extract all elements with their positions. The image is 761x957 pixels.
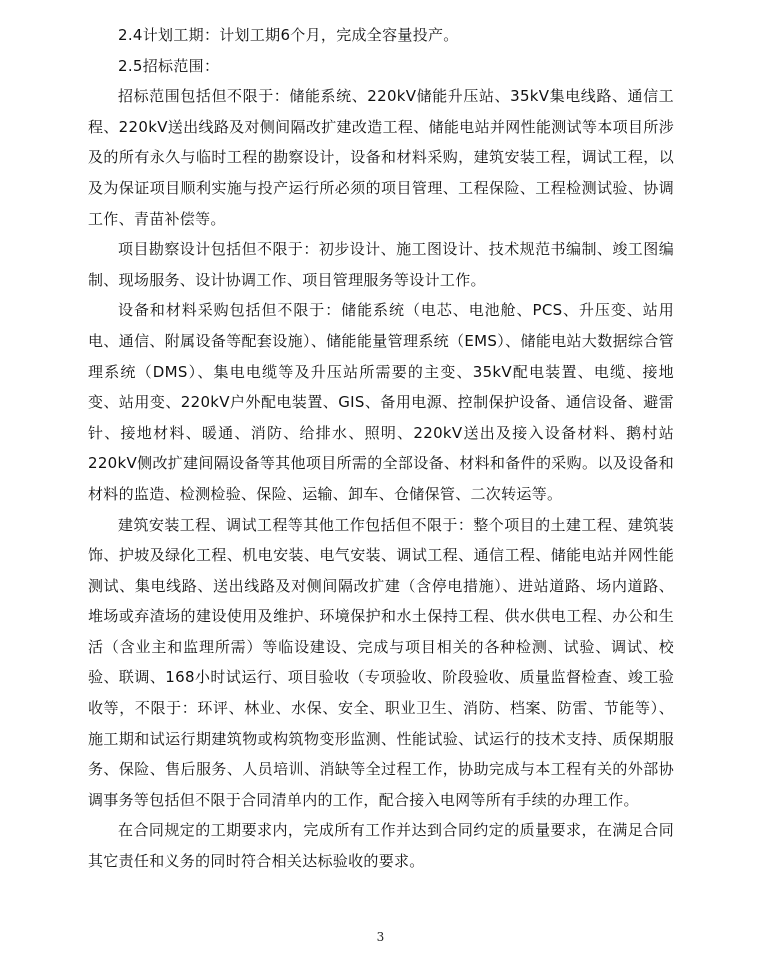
paragraph-equipment-procurement: 设备和材料采购包括但不限于：储能系统（电芯、电池舱、PCS、升压变、站用电、通信、附属设备等配套设施）、储能能量管理系统（EMS）、储能电站大数据综合管理系统（DMS）、集电电缆等及升压站所需要的主变、35kV配电装置、电缆、接地变、站用变、220kV户外配电装置、GIS、备用电源、控制保护设备、通信设备、避雷针、接地材料、暖通、消防、给排水、照明、220kV送出及接入设备材料、鹅村站220kV侧改扩建间隔设备等其他项目所需的全部设备、材料和备件的采购。以及设备和材料的监造、检测检验、保险、运输、卸车、仓储保管、二次转运等。 xyxy=(88,301,674,503)
section-2-4-schedule: 2.4计划工期：计划工期6个月，完成全容量投产。 xyxy=(118,26,459,44)
paragraph-bidding-scope: 招标范围包括但不限于：储能系统、220kV储能升压站、35kV集电线路、通信工程、220kV送出线路及对侧间隔改扩建改造工程、储能电站并网性能测试等本项目所涉及的所有永久与临时工程的勘察设计，设备和材料采购，建筑安装工程，调试工程，以及为保证项目顺利实施与投产运行所必须的项目管理、工程保险、工程检测试验、协调工作、青苗补偿等。 xyxy=(88,87,674,228)
paragraph-survey-design: 项目勘察设计包括但不限于：初步设计、施工图设计、技术规范书编制、竣工图编制、现场服务、设计协调工作、项目管理服务等设计工作。 xyxy=(88,240,674,289)
paragraph-quality-requirement: 在合同规定的工期要求内，完成所有工作并达到合同约定的质量要求，在满足合同其它责任和义务的同时符合相关达标验收的要求。 xyxy=(88,821,674,871)
page-number: 3 xyxy=(376,930,385,944)
document-body xyxy=(88,20,674,877)
section-2-5-heading: 2.5招标范围： xyxy=(118,56,220,75)
paragraph-construction-installation: 建筑安装工程、调试工程等其他工作包括但不限于：整个项目的土建工程、建筑装饰、护坡及绿化工程、机电安装、电气安装、调试工程、通信工程、储能电站并网性能测试、集电线路、送出线路及对侧间隔改扩建（含停电措施）、进站道路、场内道路、堆场或弃渣场的建设使用及维护、环境保护和水土保持工程、供水供电工程、办公和生活（含业主和监理所需）等临设建设、完成与项目相关的各种检测、试验、调试、校验、联调、168小时试运行、项目验收（专项验收、阶段验收、质量监督检查、竣工验收等，不限于：环评、林业、水保、安全、职业卫生、消防、档案、防雷、节能等）、施工期和试运行期建筑物或构筑物变形监测、性能试验、试运行的技术支持、质保期服务、保险、售后服务、人员培训、消缺等全过程工作，协助完成与本工程有关的外部协调事务等包括但不限于合同清单内的工作，配合接入电网等所有手续的办理工作。 xyxy=(88,515,674,809)
